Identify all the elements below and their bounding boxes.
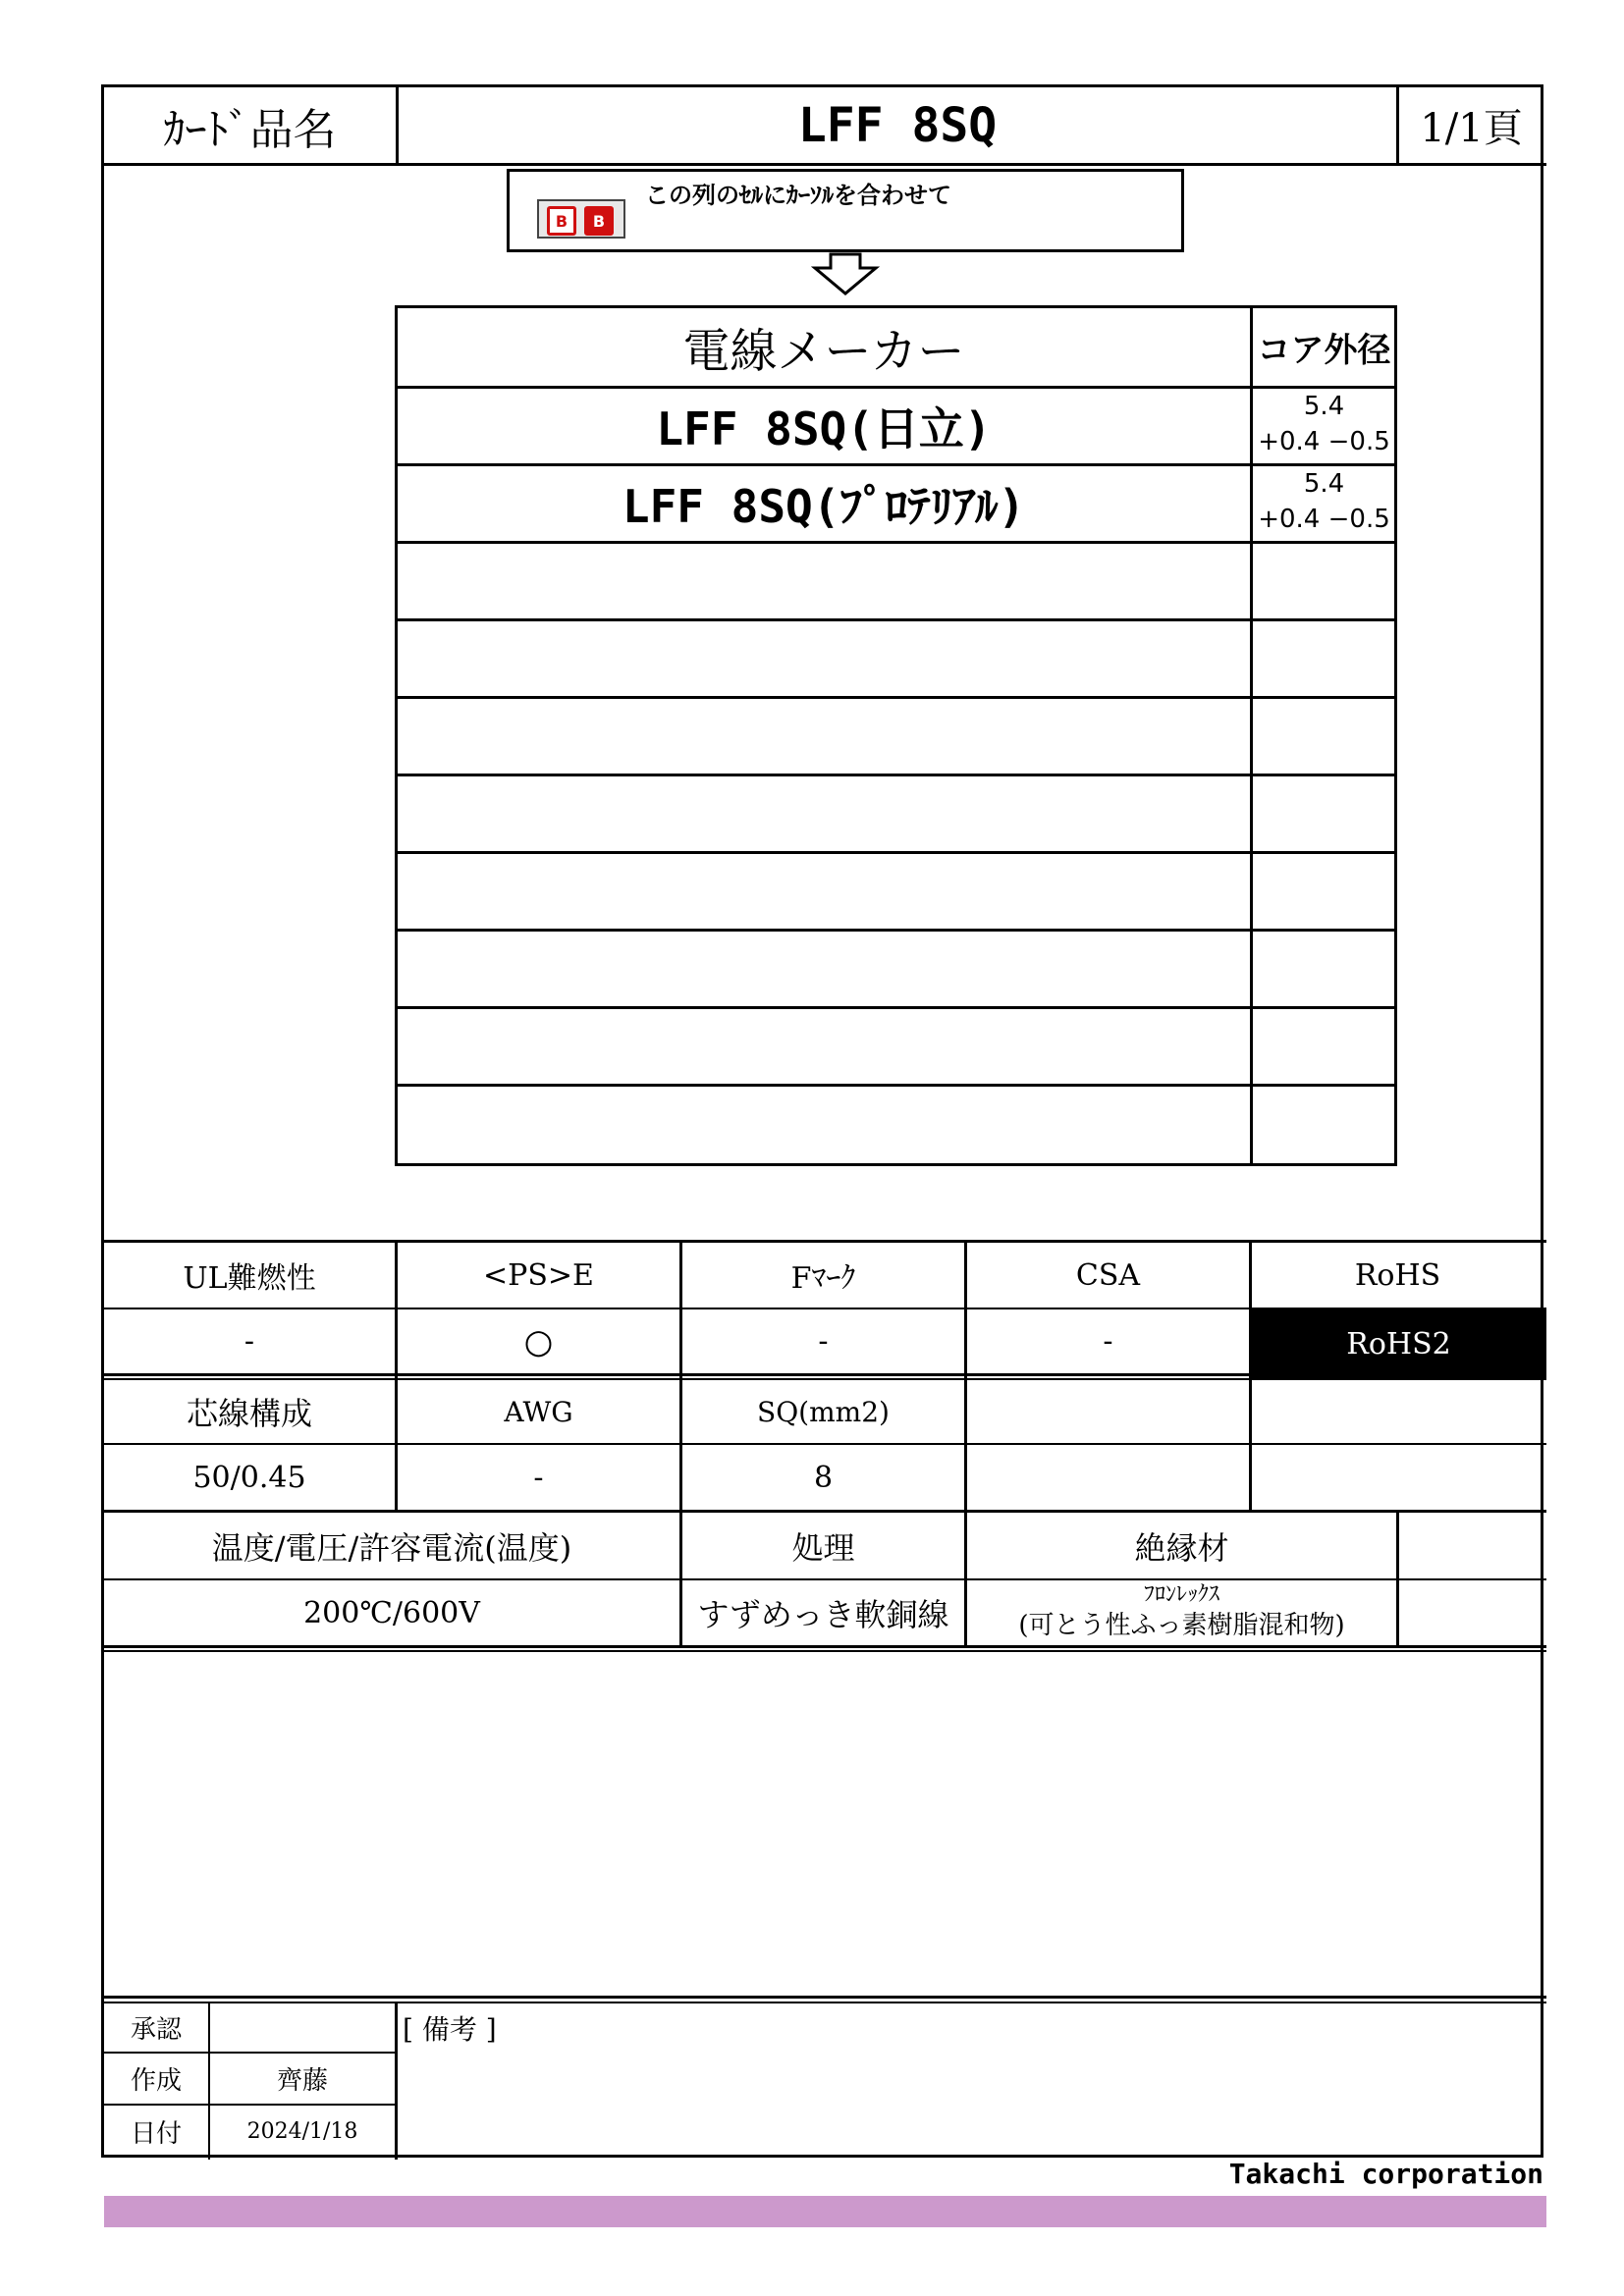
maker-row-1: LFF 8SQ(日立)	[656, 402, 992, 455]
b-key-filled-icon: B	[584, 206, 614, 236]
diameter-nominal: 5.4	[1303, 469, 1345, 499]
maker-row-6	[398, 776, 1250, 851]
maker-row-9	[398, 1009, 1250, 1084]
down-arrow-icon	[811, 252, 880, 297]
made-value: 齊藤	[276, 2066, 328, 2096]
spec-sq-value: 8	[813, 1460, 834, 1495]
insulation-material: (可とう性ふっ素樹脂混和物)	[1018, 1611, 1345, 1640]
spec-awg-value: -	[533, 1460, 544, 1495]
cert-pse: <PS>E	[483, 1257, 594, 1293]
hint-text: この列のｾﾙにｶｰｿﾙを合わせて	[645, 181, 951, 209]
footer-color-bar	[104, 2196, 1546, 2227]
spec-strand-value: 50/0.45	[192, 1460, 306, 1495]
col-header-maker: 電線メーカー	[682, 324, 965, 379]
maker-row-8	[398, 932, 1250, 1006]
remarks-label: [ 備考 ]	[403, 2013, 497, 2046]
insulation-brand: ﾌﾛﾝﾚｯｸｽ	[1143, 1582, 1219, 1607]
diameter-tolerance: +0.4 −0.5	[1258, 505, 1390, 534]
hint-box	[507, 169, 1184, 252]
prop-insulation-value	[967, 1580, 1396, 1645]
maker-row-7	[398, 854, 1250, 929]
maker-row-4	[398, 621, 1250, 696]
maker-row-3	[398, 544, 1250, 618]
page-number: 1/1頁	[1420, 106, 1523, 151]
prop-treatment: 処理	[791, 1528, 855, 1567]
prop-temp-voltage: 温度/電圧/許容電流(温度)	[211, 1528, 572, 1567]
key-icon-group	[537, 199, 625, 239]
cert-ul: UL難燃性	[183, 1261, 316, 1296]
maker-row-10	[398, 1087, 1250, 1161]
spec-empty-2	[1252, 1380, 1543, 1443]
spec-empty-value-2	[1252, 1445, 1543, 1510]
maker-row-5	[398, 699, 1250, 774]
maker-row-2: LFF 8SQ(ﾌﾟﾛﾃﾘｱﾙ)	[622, 480, 1026, 533]
wire-maker-table	[395, 305, 1397, 1166]
cert-rohs-value: RoHS2	[1251, 1308, 1546, 1380]
diameter-nominal: 5.4	[1303, 392, 1345, 421]
spec-awg: AWG	[504, 1395, 573, 1428]
cert-ul-value: -	[244, 1324, 255, 1359]
date-label: 日付	[130, 2118, 182, 2149]
approve-value	[210, 2003, 395, 2052]
company-name: Takachi corporation	[1228, 2158, 1543, 2190]
approve-label: 承認	[130, 2015, 182, 2045]
diameter-row-1	[1253, 389, 1395, 463]
diameter-tolerance: +0.4 −0.5	[1258, 427, 1390, 456]
diameter-row-2	[1253, 466, 1395, 541]
card-name-label: ｶｰﾄﾞ品名	[163, 104, 337, 155]
spec-sq: SQ(mm2)	[757, 1395, 890, 1428]
cert-pse-value: ○	[523, 1321, 554, 1362]
cert-csa-value: -	[1103, 1324, 1113, 1359]
cert-rohs: RoHS	[1354, 1257, 1441, 1293]
prop-insulation: 絶縁材	[1134, 1528, 1229, 1567]
spec-empty-1	[967, 1380, 1249, 1443]
prop-temp-voltage-value: 200℃/600V	[303, 1595, 480, 1630]
card-name-value: LFF 8SQ	[797, 97, 998, 153]
b-key-outline-icon: B	[547, 206, 576, 236]
col-header-core-diameter: コア外径	[1257, 331, 1391, 370]
cert-fmark-value: -	[818, 1324, 829, 1359]
spec-empty-value-1	[967, 1445, 1249, 1510]
date-value: 2024/1/18	[246, 2118, 358, 2144]
cert-csa: CSA	[1075, 1257, 1141, 1293]
made-label: 作成	[130, 2066, 182, 2096]
header-divider	[101, 163, 1546, 166]
prop-treatment-value: すずめっき軟銅線	[697, 1596, 949, 1633]
cert-fmark: Fﾏｰｸ	[790, 1261, 856, 1296]
spec-strand: 芯線構成	[186, 1395, 312, 1432]
